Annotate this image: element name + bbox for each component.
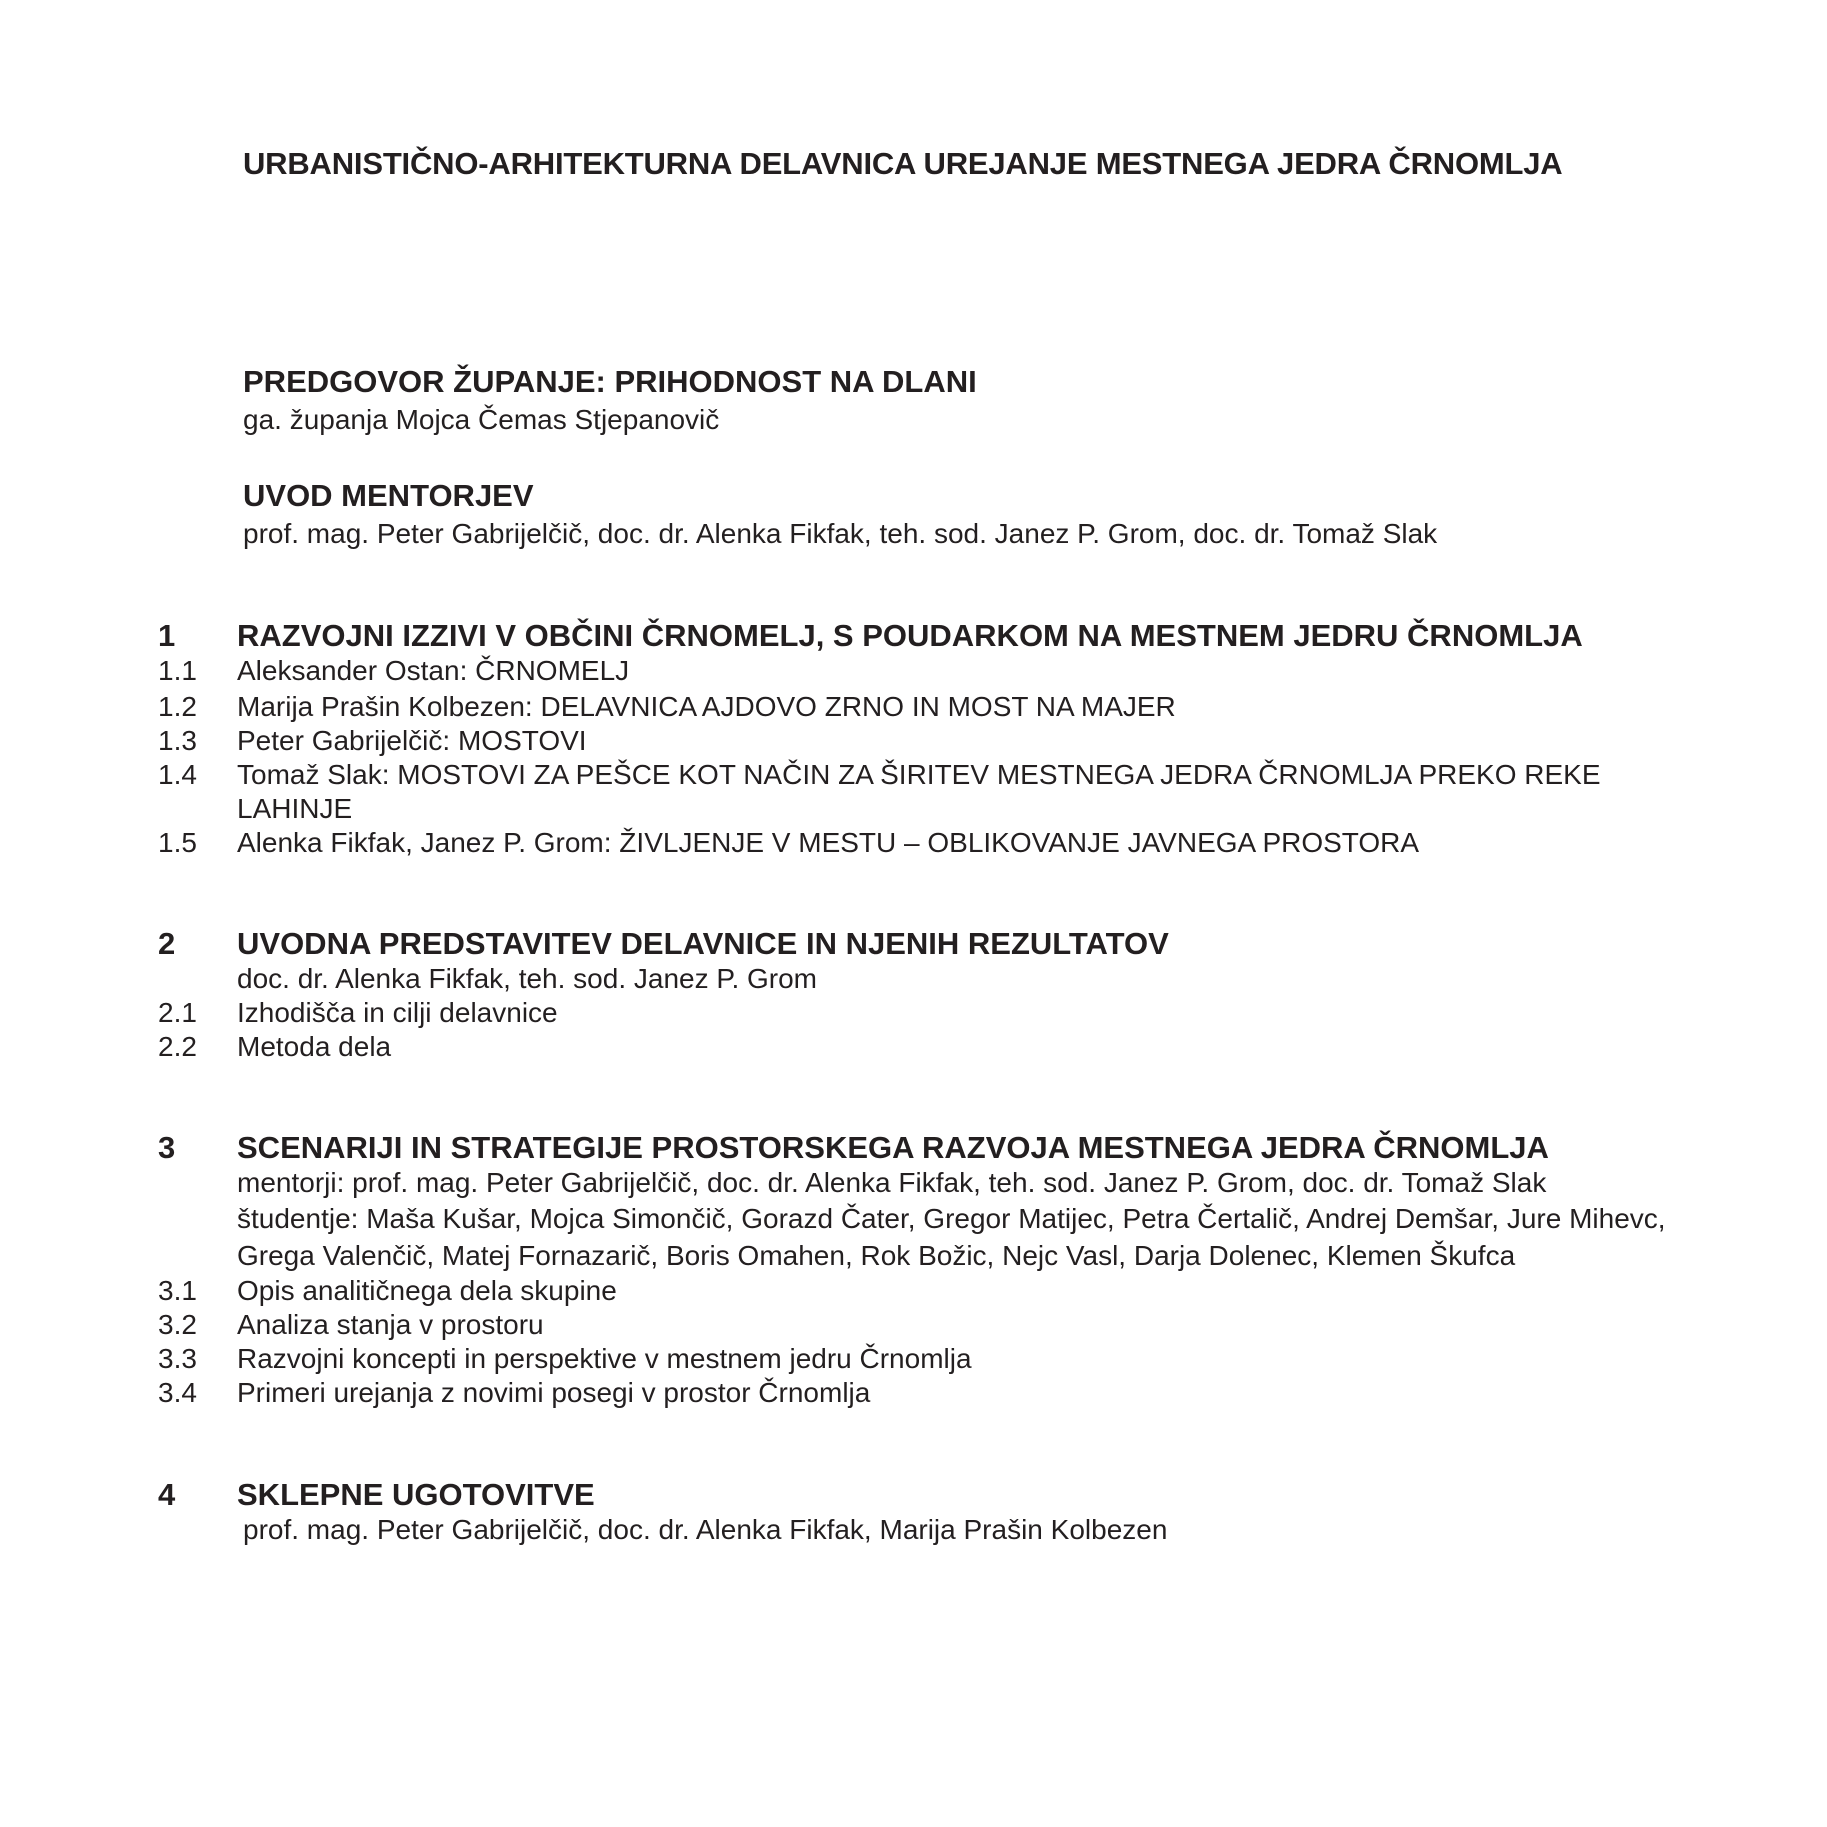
chapter-3 bbox=[158, 1130, 1718, 1410]
item-number: 3.3 bbox=[158, 1343, 197, 1374]
chapter-number: 1 bbox=[158, 618, 176, 653]
item-text: Tomaž Slak: MOSTOVI ZA PEŠCE KOT NAČIN ZA ŠIRITEV MESTNEGA JEDRA ČRNOMLJA PREKO REKE LAHINJE bbox=[237, 759, 1601, 824]
chapter-authors-text: prof. mag. Peter Gabrijelčič, doc. dr. Alenka Fikfak, Marija Prašin Kolbezen bbox=[243, 1514, 1168, 1545]
chapter-heading[interactable] bbox=[158, 618, 1718, 654]
chapter-students bbox=[158, 1200, 1697, 1274]
page-title: URBANISTIČNO-ARHITEKTURNA DELAVNICA UREJANJE MESTNEGA JEDRA ČRNOMLJA bbox=[243, 146, 1563, 181]
chapter-number: 2 bbox=[158, 926, 176, 961]
item-number: 2.2 bbox=[158, 1031, 197, 1062]
chapter-students-text: študentje: Maša Kušar, Mojca Simončič, Gorazd Čater, Gregor Matijec, Petra Čertalič, Andrej Demšar, Jure Mihevc, Grega Valenčič, Matej Fornazarič, Boris Omahen, Rok Božic, Nejc Vasl, Darja Dolenec, Klemen Škufca bbox=[237, 1203, 1666, 1271]
toc-item[interactable] bbox=[158, 654, 1718, 688]
chapter-authors-text: doc. dr. Alenka Fikfak, teh. sod. Janez P. Grom bbox=[237, 963, 818, 994]
chapter-heading[interactable] bbox=[158, 1130, 1718, 1166]
chapter-authors bbox=[158, 962, 1718, 996]
item-text: Analiza stanja v prostoru bbox=[237, 1309, 544, 1340]
toc-item[interactable] bbox=[158, 758, 1667, 826]
item-number: 1.3 bbox=[158, 725, 197, 756]
toc-item[interactable] bbox=[158, 996, 1718, 1030]
toc-item[interactable] bbox=[158, 1376, 1718, 1410]
chapter-1 bbox=[158, 618, 1718, 860]
item-text: Alenka Fikfak, Janez P. Grom: ŽIVLJENJE V MESTU – OBLIKOVANJE JAVNEGA PROSTORA bbox=[237, 827, 1420, 858]
chapter-title: UVODNA PREDSTAVITEV DELAVNICE IN NJENIH REZULTATOV bbox=[237, 926, 1169, 961]
item-number: 3.4 bbox=[158, 1377, 197, 1408]
item-number: 3.1 bbox=[158, 1275, 197, 1306]
chapter-number: 3 bbox=[158, 1130, 176, 1165]
chapter-title: SCENARIJI IN STRATEGIJE PROSTORSKEGA RAZVOJA MESTNEGA JEDRA ČRNOMLJA bbox=[237, 1130, 1549, 1165]
chapter-mentors-text: mentorji: prof. mag. Peter Gabrijelčič, doc. dr. Alenka Fikfak, teh. sod. Janez P. Grom, doc. dr. Tomaž Slak bbox=[237, 1167, 1547, 1198]
foreword-author: ga. županja Mojca Čemas Stjepanovič bbox=[243, 404, 720, 435]
toc-item[interactable] bbox=[158, 690, 1718, 724]
chapter-2 bbox=[158, 926, 1718, 1064]
toc-item[interactable] bbox=[158, 1308, 1718, 1342]
item-number: 1.1 bbox=[158, 655, 197, 686]
toc-item[interactable] bbox=[158, 826, 1718, 860]
item-text: Primeri urejanja z novimi posegi v prostor Črnomlja bbox=[237, 1377, 871, 1408]
chapter-heading[interactable] bbox=[158, 926, 1718, 962]
chapter-authors bbox=[158, 1513, 1718, 1547]
chapter-title: SKLEPNE UGOTOVITVE bbox=[237, 1477, 595, 1512]
mentors-intro-entry[interactable] bbox=[243, 476, 1743, 552]
toc-item[interactable] bbox=[158, 724, 1718, 758]
mentors-intro-authors: prof. mag. Peter Gabrijelčič, doc. dr. Alenka Fikfak, teh. sod. Janez P. Grom, doc. dr. Tomaž Slak bbox=[243, 518, 1438, 549]
item-text: Metoda dela bbox=[237, 1031, 392, 1062]
item-text: Peter Gabrijelčič: MOSTOVI bbox=[237, 725, 587, 756]
chapter-mentors bbox=[158, 1166, 1718, 1200]
item-text: Izhodišča in cilji delavnice bbox=[237, 997, 558, 1028]
chapter-4 bbox=[158, 1477, 1718, 1547]
foreword-entry[interactable] bbox=[243, 362, 1743, 438]
item-number: 3.2 bbox=[158, 1309, 197, 1340]
toc-item[interactable] bbox=[158, 1030, 1718, 1064]
mentors-intro-heading: UVOD MENTORJEV bbox=[243, 478, 534, 513]
item-text: Razvojni koncepti in perspektive v mestnem jedru Črnomlja bbox=[237, 1343, 972, 1374]
item-text: Aleksander Ostan: ČRNOMELJ bbox=[237, 655, 630, 686]
item-number: 2.1 bbox=[158, 997, 197, 1028]
chapter-title: RAZVOJNI IZZIVI V OBČINI ČRNOMELJ, S POUDARKOM NA MESTNEM JEDRU ČRNOMLJA bbox=[237, 618, 1583, 653]
item-text: Marija Prašin Kolbezen: DELAVNICA AJDOVO ZRNO IN MOST NA MAJER bbox=[237, 691, 1176, 722]
item-number: 1.5 bbox=[158, 827, 197, 858]
chapter-heading[interactable] bbox=[158, 1477, 1718, 1513]
item-text: Opis analitičnega dela skupine bbox=[237, 1275, 617, 1306]
toc-item[interactable] bbox=[158, 1274, 1718, 1308]
item-number: 1.4 bbox=[158, 759, 197, 790]
foreword-heading: PREDGOVOR ŽUPANJE: PRIHODNOST NA DLANI bbox=[243, 364, 977, 399]
chapter-number: 4 bbox=[158, 1477, 176, 1512]
toc-item[interactable] bbox=[158, 1342, 1718, 1376]
item-number: 1.2 bbox=[158, 691, 197, 722]
